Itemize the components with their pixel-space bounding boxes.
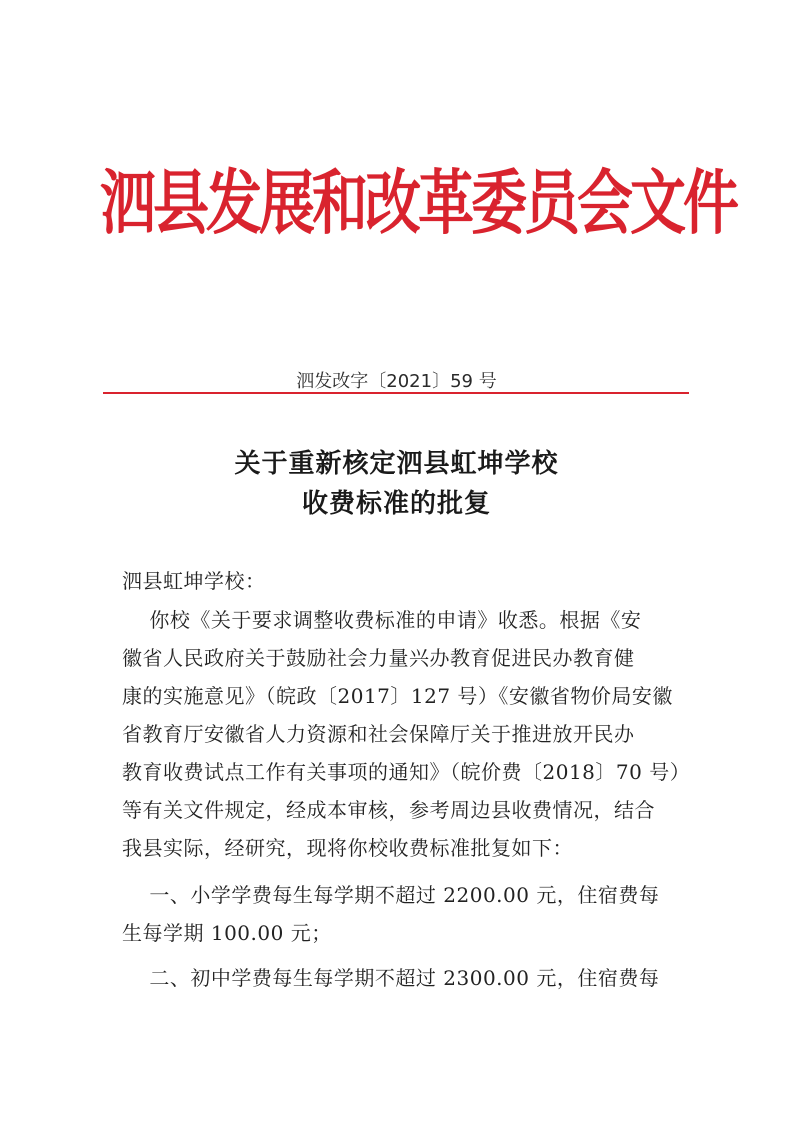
body-line: 教育收费试点工作有关事项的通知》（皖价费〔2018〕70 号）: [122, 760, 691, 784]
body-line: 二、初中学费每生每学期不超过 2300.00 元，住宿费每: [122, 966, 660, 990]
body-line: 我县实际，经研究，现将你校收费标准批复如下：: [122, 836, 573, 860]
body-line: 徽省人民政府关于鼓励社会力量兴办教育促进民办教育健: [122, 646, 635, 670]
body-line: 康的实施意见》（皖政〔2017〕127 号）《安徽省物价局安徽: [122, 684, 673, 708]
body-line: 你校《关于要求调整收费标准的申请》收悉。根据《安: [122, 608, 642, 632]
document-number: 泗发改字〔2021〕59 号: [296, 371, 497, 392]
red-divider-line: [103, 392, 689, 394]
body-line: 等有关文件规定，经成本审核，参考周边县收费情况，结合: [122, 798, 655, 822]
document-title-line-1: 关于重新核定泗县虹坤学校: [234, 449, 559, 479]
body-line: 生每学期 100.00 元；: [122, 921, 332, 945]
body-line: 一、小学学费每生每学期不超过 2200.00 元，住宿费每: [122, 883, 660, 907]
issuer-header: 泗县发展和改革委员会文件: [100, 161, 736, 245]
body-line: 省教育厅安徽省人力资源和社会保障厅关于推进放开民办: [122, 722, 635, 746]
document-title-line-2: 收费标准的批复: [301, 489, 491, 519]
salutation: 泗县虹坤学校：: [122, 569, 266, 593]
